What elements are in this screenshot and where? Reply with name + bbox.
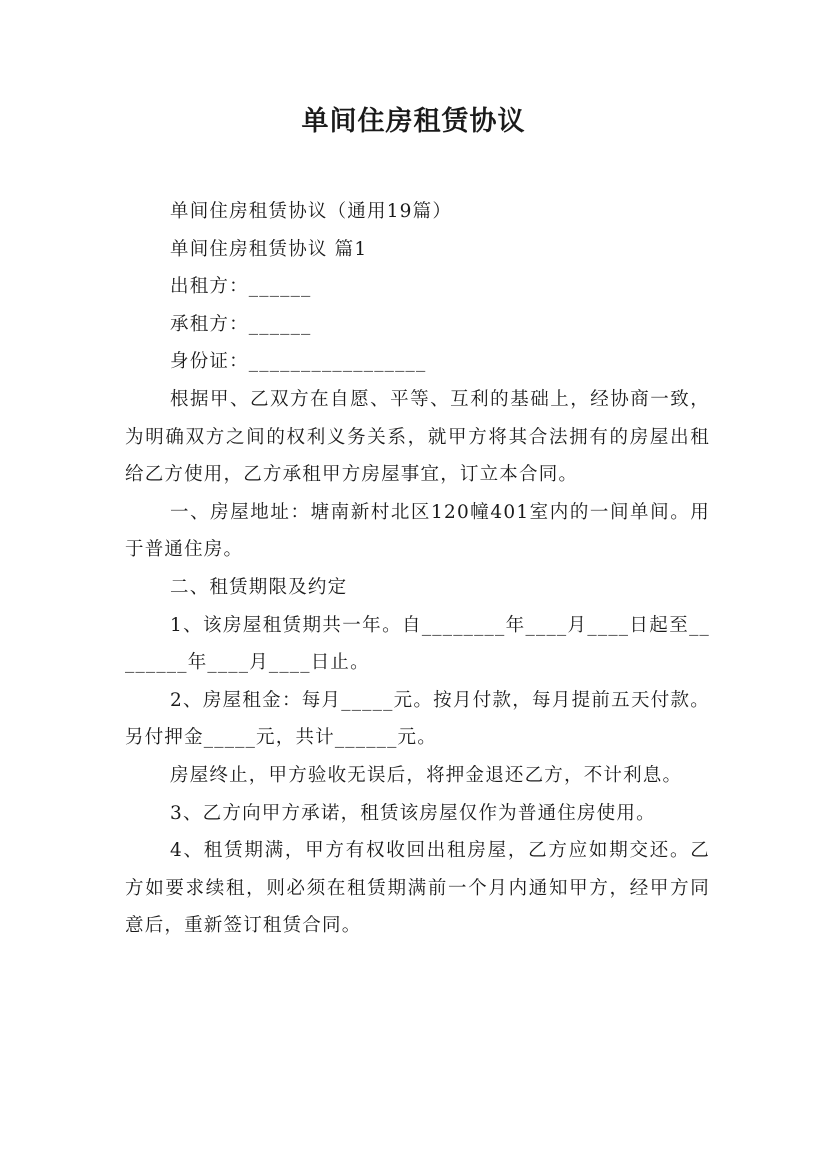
- paragraph-id-number: 身份证：_________________: [170, 351, 427, 373]
- paragraph-term-heading: 二、租赁期限及约定: [170, 576, 348, 598]
- paragraph-renewal: 4、租赁期满，甲方有权收回出租房屋，乙方应如期交还。乙方如要求续租，则必须在租赁期满前一个月内通知甲方，经甲方同意后，重新签订租赁合同。: [125, 840, 710, 937]
- paragraph-usage: 3、乙方向甲方承诺，租赁该房屋仅作为普通住房使用。: [170, 802, 656, 824]
- paragraph-address: 一、房屋地址：塘南新村北区120幢401室内的一间单间。用于普通住房。: [125, 501, 710, 561]
- paragraph-rent: 2、房屋租金：每月_____元。按月付款，每月提前五天付款。另付押金_____元，共计______元。: [125, 689, 710, 749]
- paragraph-term-period: 1、该房屋租赁期共一年。自________年____月____日起至________年____月____日止。: [125, 614, 710, 674]
- document-title: 单间住房租赁协议: [301, 106, 526, 137]
- paragraph-subtitle: 单间住房租赁协议（通用19篇）: [170, 201, 453, 222]
- paragraph-section-heading: 单间住房租赁协议 篇1: [170, 238, 368, 260]
- document-body: [125, 193, 710, 945]
- paragraph-preamble: 根据甲、乙双方在自愿、平等、互利的基础上，经协商一致，为明确双方之间的权利义务关系，就甲方将其合法拥有的房屋出租给乙方使用，乙方承租甲方房屋事宜，订立本合同。: [125, 388, 710, 486]
- paragraph-lessee: 承租方：______: [170, 313, 312, 335]
- paragraph-deposit-return: 房屋终止，甲方验收无误后，将押金退还乙方，不计利息。: [170, 764, 683, 786]
- paragraph-lessor: 出租方：______: [170, 276, 312, 298]
